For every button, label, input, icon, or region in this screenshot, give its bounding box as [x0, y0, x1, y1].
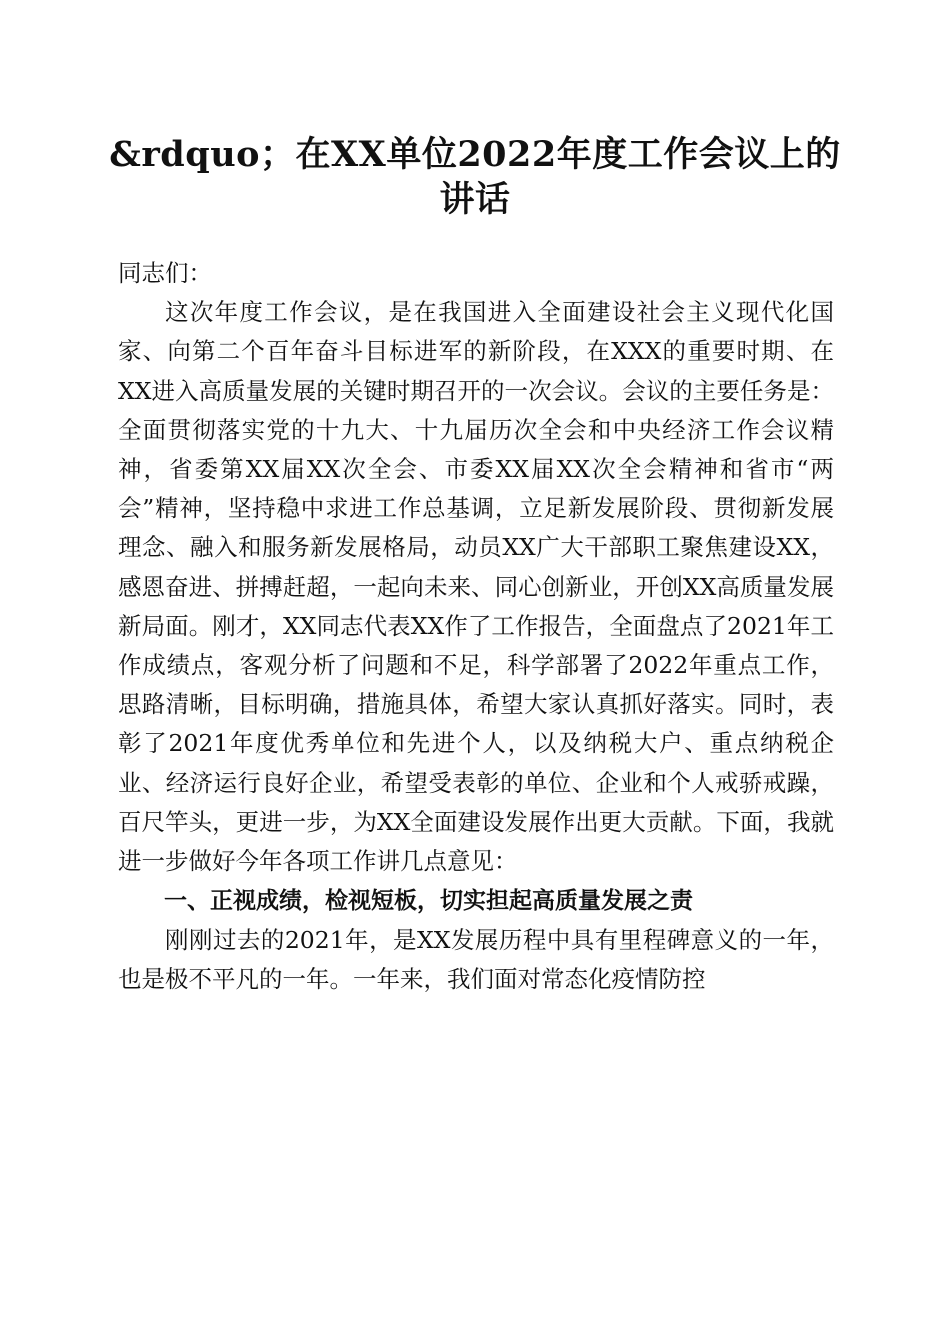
- section-paragraph: 刚刚过去的2021年，是XX发展历程中具有里程碑意义的一年，也是极不平凡的一年。一年来，我们面对常态化疫情防控: [118, 926, 834, 994]
- document-title: &rdquo；在XX单位2022年度工作会议上的讲话: [109, 134, 841, 220]
- body-paragraph: 这次年度工作会议，是在我国进入全面建设社会主义现代化国家、向第二个百年奋斗目标进军的新阶段，在XXX的重要时期、在XX进入高质量发展的关键时期召开的一次会议。会议的主要任务是：全面贯彻落实党的十九大、十九届历次全会和中央经济工作会议精神，省委第XX届XX次全会、市委XX届XX次全会精神和省市“两会”精神，坚持稳中求进工作总基调，立足新发展阶段、贯彻新发展理念、融入和服务新发展格局，动员XX广大干部职工聚焦建设XX，感恩奋进、拼搏赶超，一起向未来、同心创新业，开创XX高质量发展新局面。刚才，XX同志代表XX作了工作报告，全面盘点了2021年工作成绩点，客观分析了问题和不足，科学部署了2022年重点工作，思路清晰，目标明确，措施具体，希望大家认真抓好落实。同时，表彰了2021年度优秀单位和先进个人，以及纳税大户、重点纳税企业、经济运行良好企业，希望受表彰的单位、企业和个人戒骄戒躁，百尺竿头，更进一步，为XX全面建设发展作出更大贡献。下面，我就进一步做好今年各项工作讲几点意见：: [118, 298, 834, 876]
- document-body: [118, 254, 834, 1000]
- section-heading: 一、正视成绩，检视短板，切实担起高质量发展之责: [164, 888, 693, 915]
- salutation: 同志们：: [118, 259, 212, 287]
